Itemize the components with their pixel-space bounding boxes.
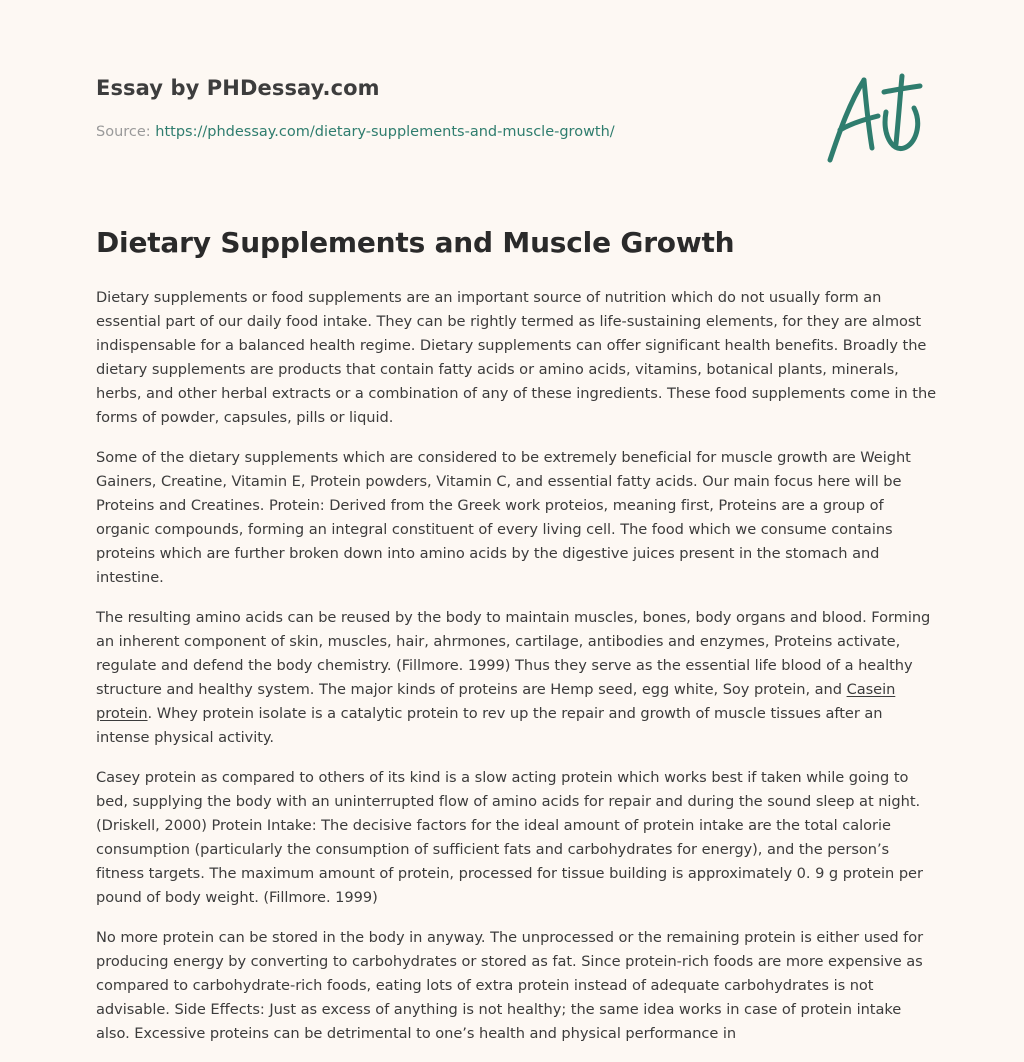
essay-body: [96, 286, 938, 1062]
paragraph-3-text-before: The resulting amino acids can be reused by the body to maintain muscles, bones, body organs and blood. Forming an inherent component of skin, muscles, hair, ahrmones, cartilage, antibodies and enzymes, Proteins activate, regulate and defend the body chemistry. (Fillmore. 1999) Thus they serve as the essential life blood of a healthy structure and healthy system. The major kinds of proteins are Hemp seed, egg white, Soy protein, and: [96, 609, 931, 698]
a-plus-logo-icon: [826, 68, 926, 168]
paragraph-5: No more protein can be stored in the body in anyway. The unprocessed or the remaining protein is either used for producing energy by converting to carbohydrates or stored as fat. Since protein-rich foods are more expensive as compared to carbohydrate-rich foods, eating lots of extra protein instead of adequate carbohydrates is not advisable. Side Effects: Just as excess of anything is not healthy; the same idea works in case of protein intake also. Excessive proteins can be detrimental to one’s health and physical performance in: [96, 929, 924, 1042]
source-label: Source:: [96, 124, 151, 140]
paragraph-3-text-after: . Whey protein isolate is a catalytic protein to rev up the repair and growth of muscle tissues after an intense physical activity.: [96, 705, 883, 746]
source-line: [96, 124, 615, 140]
paragraph-1: Dietary supplements or food supplements are an important source of nutrition which do not usually form an essential part of our daily food intake. They can be rightly termed as life-sustaining elements, for they are almost indispensable for a balanced health regime. Dietary supplements can offer significant health benefits. Broadly the dietary supplements are products that contain fatty acids or amino acids, vitamins, botanical plants, minerals, herbs, and other herbal extracts or a combination of any of these ingredients. These food supplements come in the forms of powder, capsules, pills or liquid.: [96, 289, 937, 426]
casein-protein-link[interactable]: Casein protein: [96, 681, 896, 722]
paragraph-4: Casey protein as compared to others of its kind is a slow acting protein which works best if taken while going to bed, supplying the body with an uninterrupted flow of amino acids for repair and during the sound sleep at night. (Driskell, 2000) Protein Intake: The decisive factors for the ideal amount of protein intake are the total calorie consumption (particularly the consumption of sufficient fats and carbohydrates for energy), and the person’s fitness targets. The maximum amount of protein, processed for tissue building is approximately 0. 9 g protein per pound of body weight. (Fillmore. 1999): [96, 769, 923, 906]
paragraph-3: [96, 606, 938, 750]
site-brand: Essay by PHDessay.com: [96, 76, 380, 100]
essay-title: Dietary Supplements and Muscle Growth: [96, 226, 735, 259]
paragraph-2: Some of the dietary supplements which are considered to be extremely beneficial for muscle growth are Weight Gainers, Creatine, Vitamin E, Protein powders, Vitamin C, and essential fatty acids. Our main focus here will be Proteins and Creatines. Protein: Derived from the Greek work proteios, meaning first, Proteins are a group of organic compounds, forming an integral constituent of every living cell. The food which we consume contains proteins which are further broken down into amino acids by the digestive juices present in the stomach and intestine.: [96, 449, 911, 586]
source-link[interactable]: https://phdessay.com/dietary-supplements-and-muscle-growth/: [155, 124, 615, 140]
